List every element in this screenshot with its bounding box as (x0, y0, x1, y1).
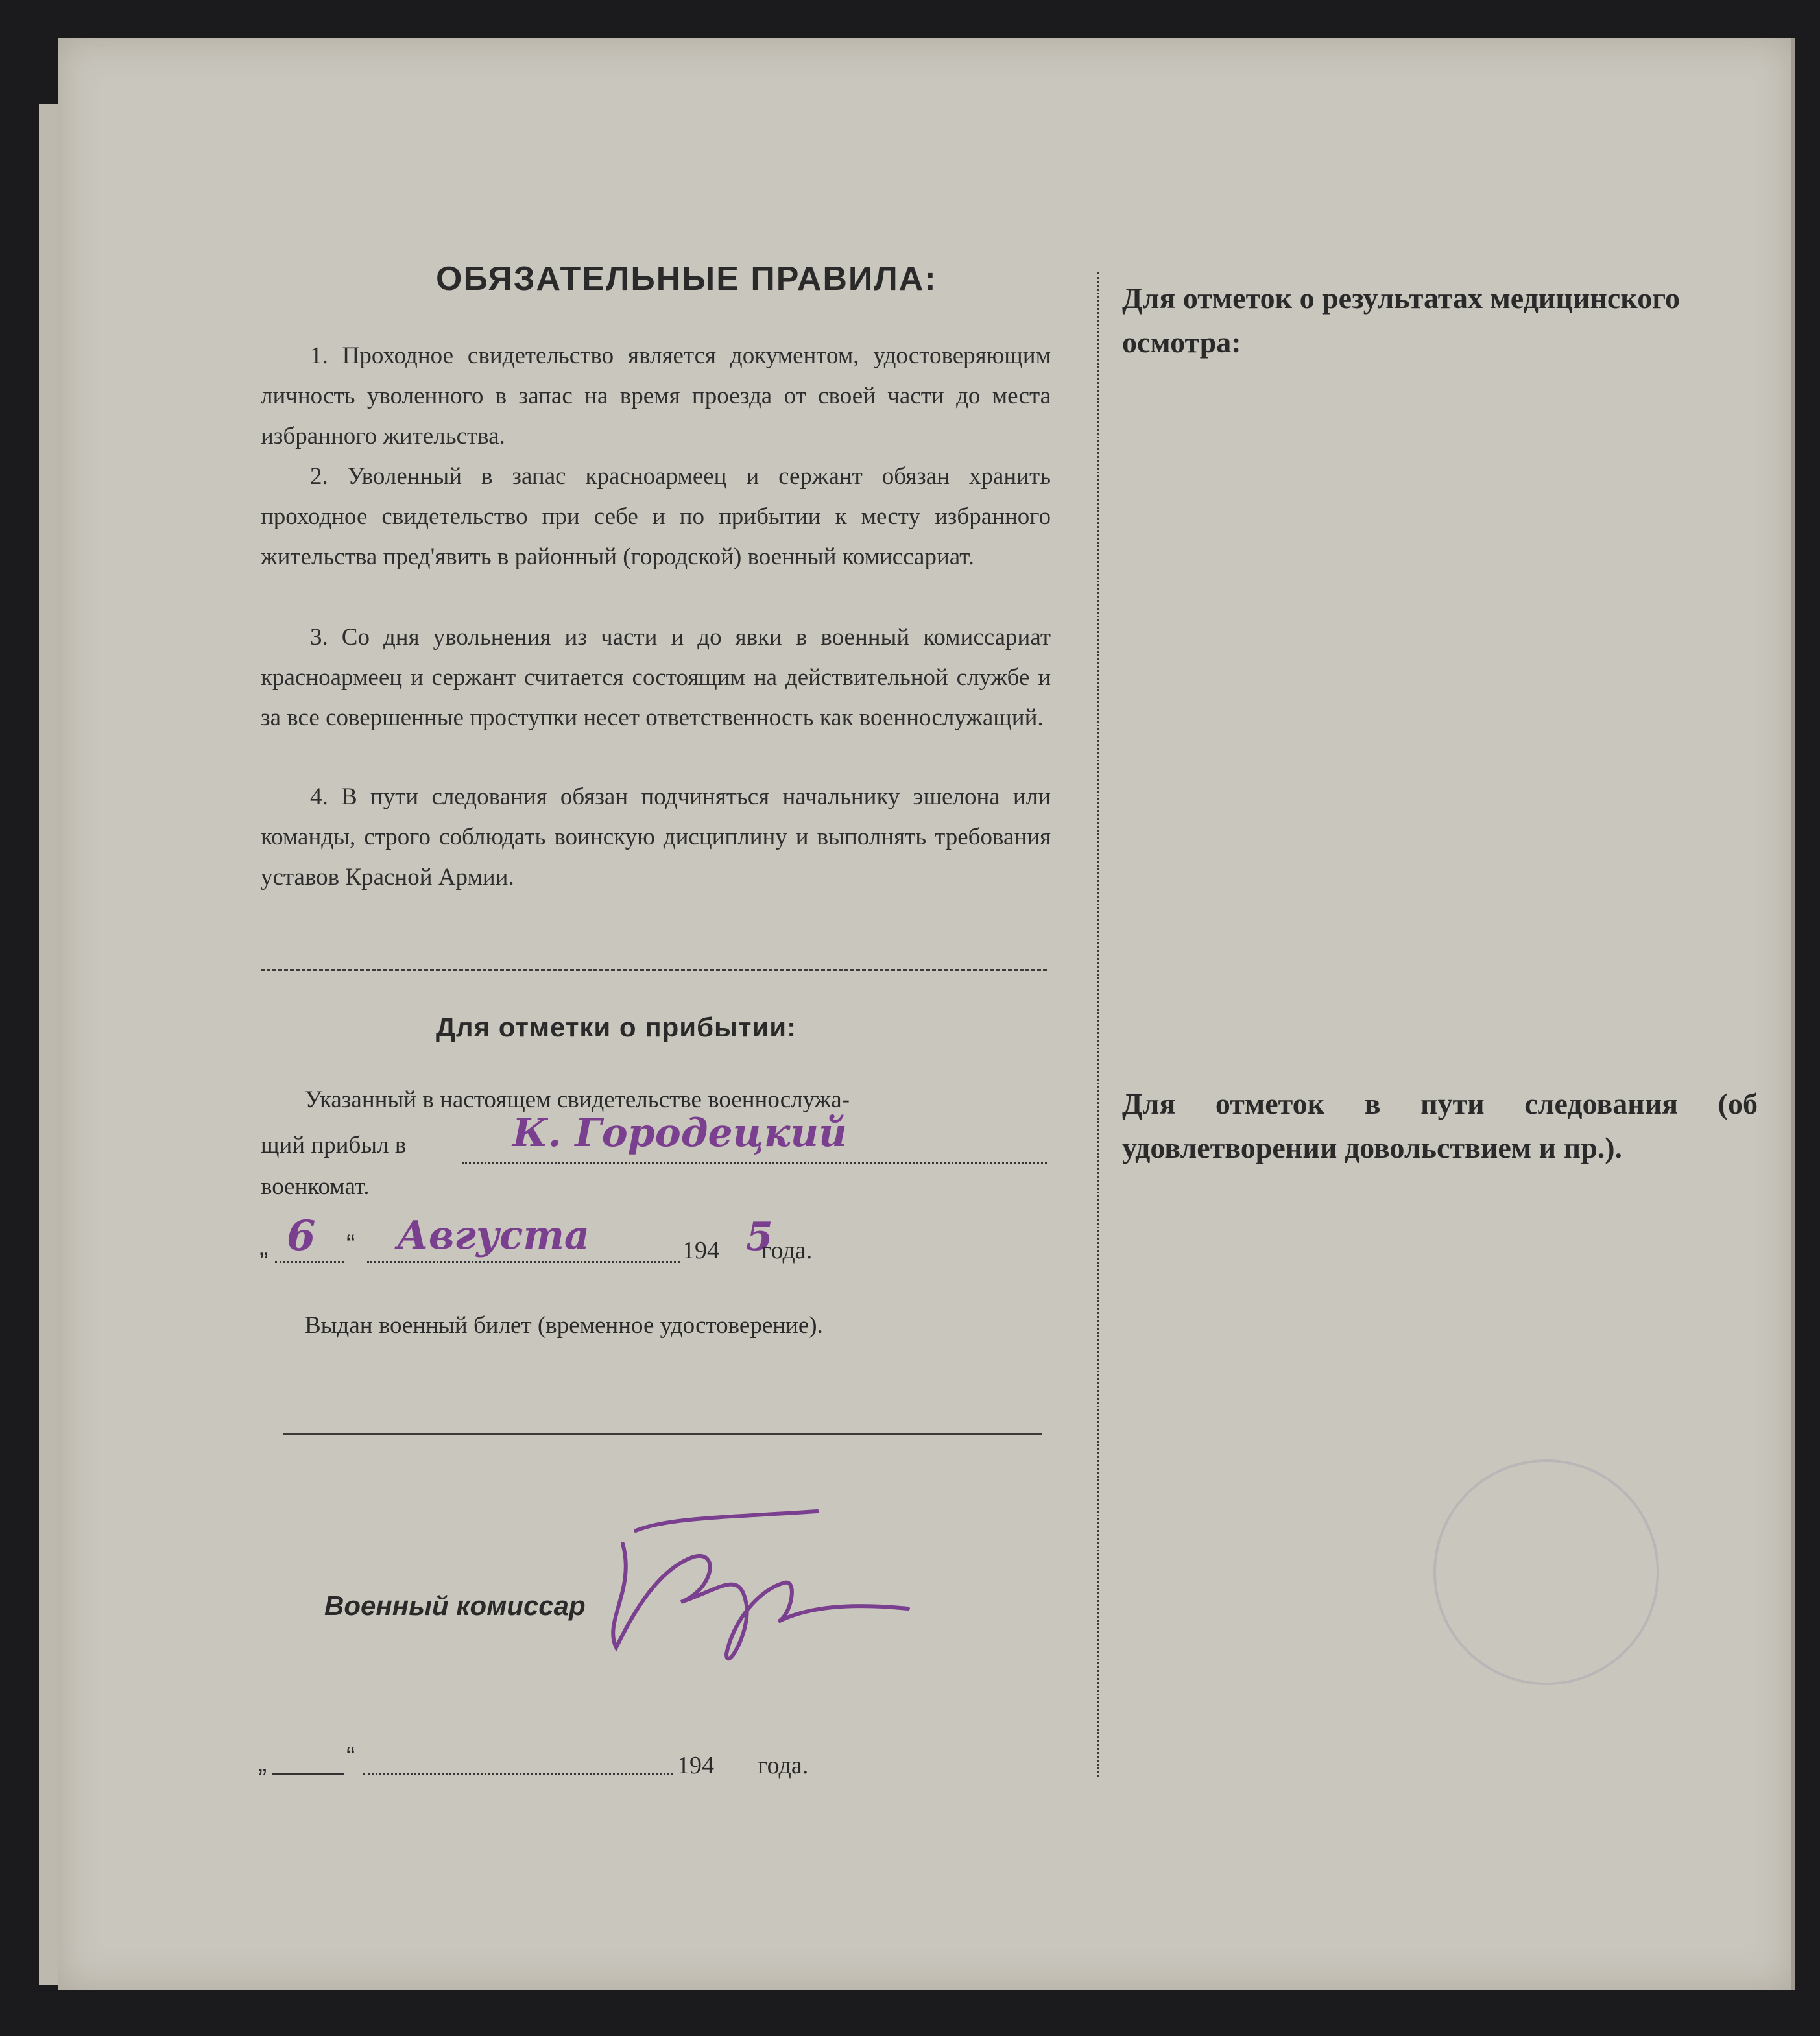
date-month-line (367, 1261, 680, 1263)
rule-item-1: 1. Проходное свидетельство является документом, удостоверяющим личность уволенного в запас на время проезда от своей части до места избранного жительства. (261, 342, 1051, 449)
section-divider (261, 969, 1047, 971)
column-divider (1097, 272, 1099, 1777)
date-day-line (275, 1261, 344, 1263)
medical-notes-heading: Для отметок о результатах медицинского осмотра: (1122, 281, 1680, 359)
faint-stamp (1433, 1459, 1659, 1685)
issued-text: Выдан военный билет (временное удостоверение). (305, 1312, 823, 1339)
arrival-line-3: военкомат. (261, 1173, 370, 1200)
date-open-quote: „ (259, 1232, 269, 1261)
paper-fold (1791, 38, 1795, 1990)
arrival-heading: Для отметки о прибытии: (436, 1012, 797, 1042)
bottom-year-suffix: года. (758, 1752, 809, 1779)
bottom-open-quote: „ (258, 1749, 267, 1777)
bottom-day-line (272, 1773, 344, 1775)
bottom-close-quote: “ (346, 1742, 355, 1771)
arrival-place-handwritten: К. Городецкий (512, 1110, 847, 1156)
date-suffix: года. (761, 1237, 813, 1264)
rule-item-3: 3. Со дня увольнения из части и до явки в военный комиссариат красноармеец и сержант считается состоящим на действительной службе и за все совершенные проступки несет ответственность как военнослужащий. (261, 624, 1051, 731)
bottom-year-prefix: 194 (677, 1752, 714, 1779)
date-close-quote: “ (346, 1230, 355, 1258)
date-year-handwritten: 5 (746, 1214, 773, 1260)
signature-divider (283, 1433, 1042, 1435)
rule-item-2: 2. Уволенный в запас красноармеец и сержант обязан хранить проходное свидетельство при себе и по прибытии к месту избранного жительства пред'явить в районный (городской) военный комиссариат. (261, 463, 1051, 570)
travel-notes-heading: Для отметок в пути следования (об удовлетворении довольствием и пр.). (1122, 1087, 1758, 1164)
bottom-month-line (363, 1773, 673, 1775)
date-month-handwritten: Августа (397, 1213, 590, 1258)
rules-title: ОБЯЗАТЕЛЬНЫЕ ПРАВИЛА: (436, 260, 937, 298)
commissar-signature (597, 1492, 921, 1680)
arrival-line-2-label: щий прибыл в (261, 1132, 407, 1158)
arrival-place-line (462, 1162, 1047, 1164)
date-year-prefix: 194 (682, 1237, 719, 1264)
rule-item-4: 4. В пути следования обязан подчиняться начальнику эшелона или команды, строго соблюдать воинскую дисциплину и выполнять требования уставов Красной Армии. (261, 784, 1051, 891)
arrival-line-1: Указанный в настоящем свидетельстве военнослужа- (305, 1086, 850, 1113)
commissar-label: Военный комиссар (324, 1590, 586, 1621)
date-day-handwritten: 6 (287, 1212, 316, 1260)
